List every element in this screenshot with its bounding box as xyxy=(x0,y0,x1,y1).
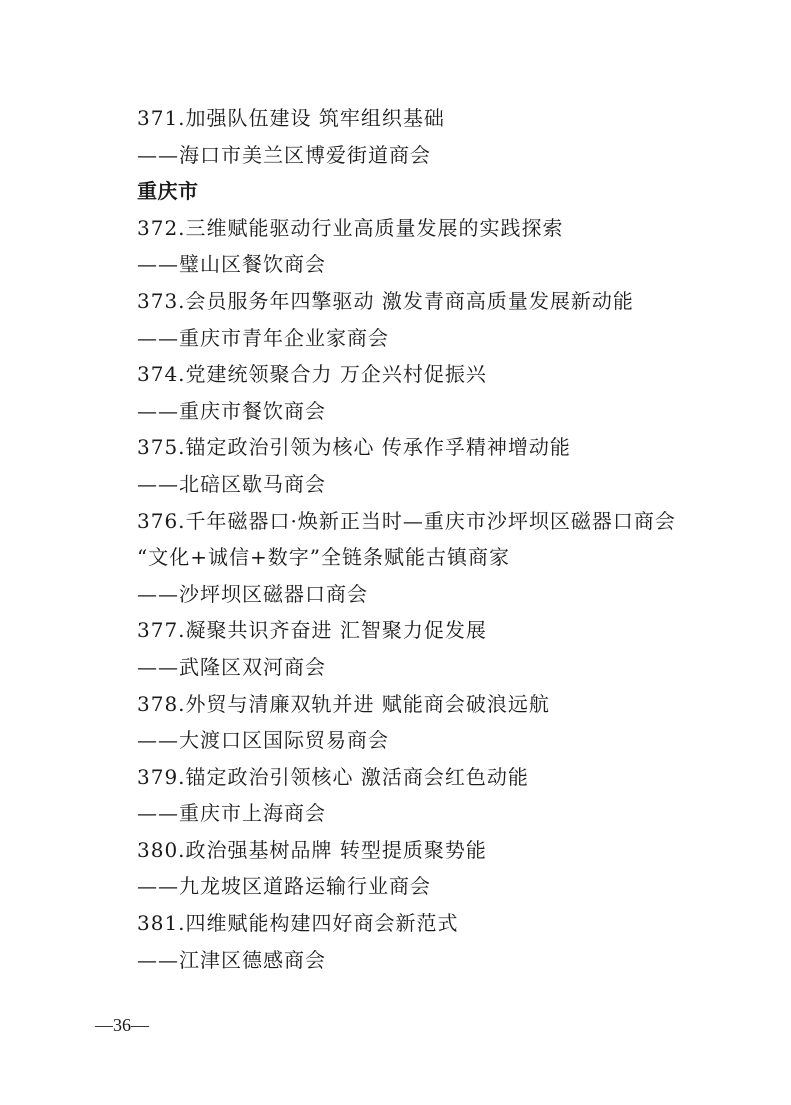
page-number: —36— xyxy=(95,1015,149,1035)
organization-name: ——海口市美兰区博爱街道商会 xyxy=(137,142,431,167)
case-title-continuation: “文化+诚信+数字”全链条赋能古镇商家 xyxy=(137,545,510,570)
organization-name: ——重庆市餐饮商会 xyxy=(137,398,326,423)
case-title: 378.外贸与清廉双轨并进 赋能商会破浪远航 xyxy=(137,691,550,716)
organization-name: ——九龙坡区道路运输行业商会 xyxy=(137,874,431,899)
case-title: 371.加强队伍建设 筑牢组织基础 xyxy=(137,106,445,130)
case-title: 377.凝聚共识齐奋进 汇智聚力促发展 xyxy=(137,618,487,643)
case-title: 374.党建统领聚合力 万企兴村促振兴 xyxy=(137,362,487,387)
case-title: 379.锚定政治引领核心 激活商会红色动能 xyxy=(137,764,529,789)
organization-name: ——沙坪坝区磁器口商会 xyxy=(137,581,368,606)
case-title: 372.三维赋能驱动行业高质量发展的实践探索 xyxy=(137,215,564,240)
case-title: 381.四维赋能构建四好商会新范式 xyxy=(137,911,459,936)
organization-name: ——江津区德感商会 xyxy=(137,947,326,972)
case-title: 375.锚定政治引领为核心 传承作孚精神增动能 xyxy=(137,435,571,460)
case-title: 376.千年磁器口·焕新正当时—重庆市沙坪坝区磁器口商会 xyxy=(137,508,676,533)
case-title: 373.会员服务年四擎驱动 激发青商高质量发展新动能 xyxy=(137,288,634,313)
region-heading: 重庆市 xyxy=(137,179,199,204)
organization-name: ——璧山区餐饮商会 xyxy=(137,252,326,277)
organization-name: ——重庆市上海商会 xyxy=(137,801,326,826)
organization-name: ——武隆区双河商会 xyxy=(137,654,326,679)
document-body xyxy=(137,100,737,978)
organization-name: ——大渡口区国际贸易商会 xyxy=(137,728,389,753)
organization-name: ——北碚区歇马商会 xyxy=(137,471,326,496)
organization-name: ——重庆市青年企业家商会 xyxy=(137,325,389,350)
case-title: 380.政治强基树品牌 转型提质聚势能 xyxy=(137,837,487,862)
